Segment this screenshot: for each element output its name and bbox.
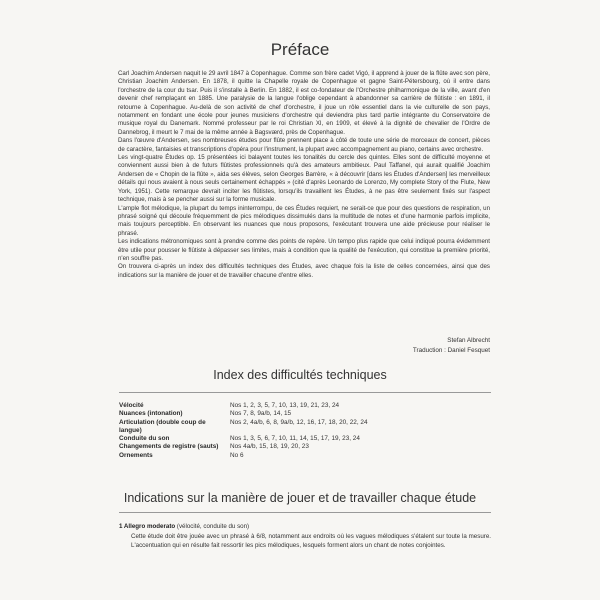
author-signature: Stefan Albrecht — [447, 337, 490, 344]
study-heading — [119, 523, 491, 531]
index-row — [119, 402, 368, 410]
index-value: Nos 4a/b, 15, 18, 19, 20, 23 — [230, 443, 309, 451]
index-label: Changements de registre (sauts) — [119, 443, 219, 451]
index-value: Nos 2, 4a/b, 6, 8, 9a/b, 12, 16, 17, 18, 20, 22, 24 — [230, 418, 368, 426]
index-value: Nos 7, 8, 9a/b, 14, 15 — [230, 410, 292, 418]
preface-paragraph: L'ample flot mélodique, la plupart du temps ininterrompu, de ces Études requiert, ne serait-ce que pour des questions de respiration, un phrasé soigné qui découle fréquemment de pics mélodiques dissimulés dans la multitude de notes et d'une harmonie parfois implicite, mais toujours perceptible. En observant les nuances que nous proposons, l'exécutant trouvera une aide précieuse pour réaliser le phrasé. — [118, 204, 490, 237]
index-row — [119, 435, 368, 443]
study-note: (vélocité, conduite du son) — [176, 523, 250, 530]
index-value: Nos 1, 3, 5, 6, 7, 10, 11, 14, 15, 17, 19, 23, 24 — [230, 435, 360, 443]
preface-body — [118, 70, 490, 280]
index-label: Vélocité — [119, 402, 144, 409]
index-value: Nos 1, 2, 3, 5, 7, 10, 13, 19, 21, 23, 24 — [230, 402, 340, 409]
preface-paragraph: Carl Joachim Andersen naquit le 29 avril 1847 à Copenhague. Comme son frère cadet Vigó, il apprend à jouer de la flûte avec son père, Christian Joachim Andersen. En 1878, il quitte la Chapelle royale de Copenhague et gagne Saint-Pétersbourg, où il entre dans l'orchestre de la cour du tsar. Puis il s'installe à Berlin. En 1882, il est co-fondateur de l'Orchestre philharmonique de la ville, avant d'en devenir chef remplaçant en 1885. Une paralysie de la langue l'oblige cependant à abandonner sa carrière de flûtiste : en 1891, il retourne à Copenhague. Au-delà de son activité de chef d'orchestre, il joue un rôle essentiel dans la vie culturelle de son pays, notamment en fondant une école pour jeunes musiciens d'orchestre qui deviendra plus tard partie intégrante du Conservatoire de musique royal du Danemark. Nommé professeur par le roi Christian XI, en 1909, et élevé à la dignité de chevalier de l'Ordre de Dannebrog, il meurt le 7 mai de la même année à Bagsværd, près de Copenhague. — [118, 70, 490, 136]
preface-paragraph: Dans l'œuvre d'Andersen, ses nombreuses études pour flûte prennent place à côté de toute une série de morceaux de concert, pièces de caractère, fantaisies et transcriptions d'opéra pour l'instrument, la plupart avec accompagnement au piano, certains avec orchestre. — [118, 137, 490, 153]
translator-credit: Traduction : Daniel Fesquet — [412, 347, 490, 354]
preface-title: Préface — [270, 40, 330, 59]
index-label: Nuances (intonation) — [119, 410, 183, 418]
index-value: No 6 — [230, 451, 244, 459]
indications-title: Indications sur la manière de jouer et de travailler chaque étude — [123, 491, 477, 505]
study-title: 1 Allegro moderato — [119, 523, 176, 530]
index-label: Ornements — [119, 451, 153, 459]
preface-paragraph: On trouvera ci-après un index des difficultés techniques des Études, avec chaque fois la liste de celles concernées, ainsi que des indications sur la manière de jouer et de travailler chacune d'entre elles. — [118, 263, 490, 279]
preface-paragraph: Les vingt-quatre Études op. 15 présentées ici balayent toutes les tonalités du cercle des quintes. Elles sont de difficulté moyenne et conviennent aussi bien à de futurs flûtistes professionnels qu'à des amateurs ambitieux. Paul Taffanel, qui aurait qualifié Joachim Andersen de « Chopin de la flûte », aida ses élèves, selon Georges Barrère, « à découvrir [dans les Études d'Andersen] les merveilleux détails qui nous avaient à nous seuls certainement échappés » (cité d'après Leonardo de Lorenzo, My complete Story of the Flute, New York, 1951). Cette remarque devrait inciter les flûtistes, lorsqu'ils travaillent les Études, à ne pas être seulement fixés sur l'aspect technique, mais à se pencher aussi sur la forme musicale. — [118, 154, 490, 204]
study-text: Cette étude doit être jouée avec un phrasé à 6/8, notamment aux endroits où les vagues mélodiques s'étalent sur toute la mesure. L'accentuation qui en résulte fait ressortir les pics mélodiques, lesquels forment alors un chant de notes conjointes. — [131, 533, 491, 549]
study-entry — [119, 523, 491, 550]
difficulty-index — [119, 402, 368, 460]
index-label: Articulation (double coup de langue) — [119, 418, 206, 434]
index-row — [119, 410, 368, 418]
index-row — [119, 452, 368, 460]
preface-paragraph: Les indications métronomiques sont à prendre comme des points de repère. Un tempo plus rapide que celui indiqué pourra évidemment être utile pour pousser le flûtiste à dépasser ses limites, mais à condition que la qualité de l'exécution, qui constitue la première priorité, n'en souffre pas. — [118, 238, 490, 262]
divider — [119, 392, 491, 393]
index-row — [119, 419, 368, 436]
divider — [119, 512, 491, 513]
index-row — [119, 443, 368, 451]
index-title: Index des difficultés techniques — [213, 368, 387, 382]
index-label: Conduite du son — [119, 435, 170, 443]
